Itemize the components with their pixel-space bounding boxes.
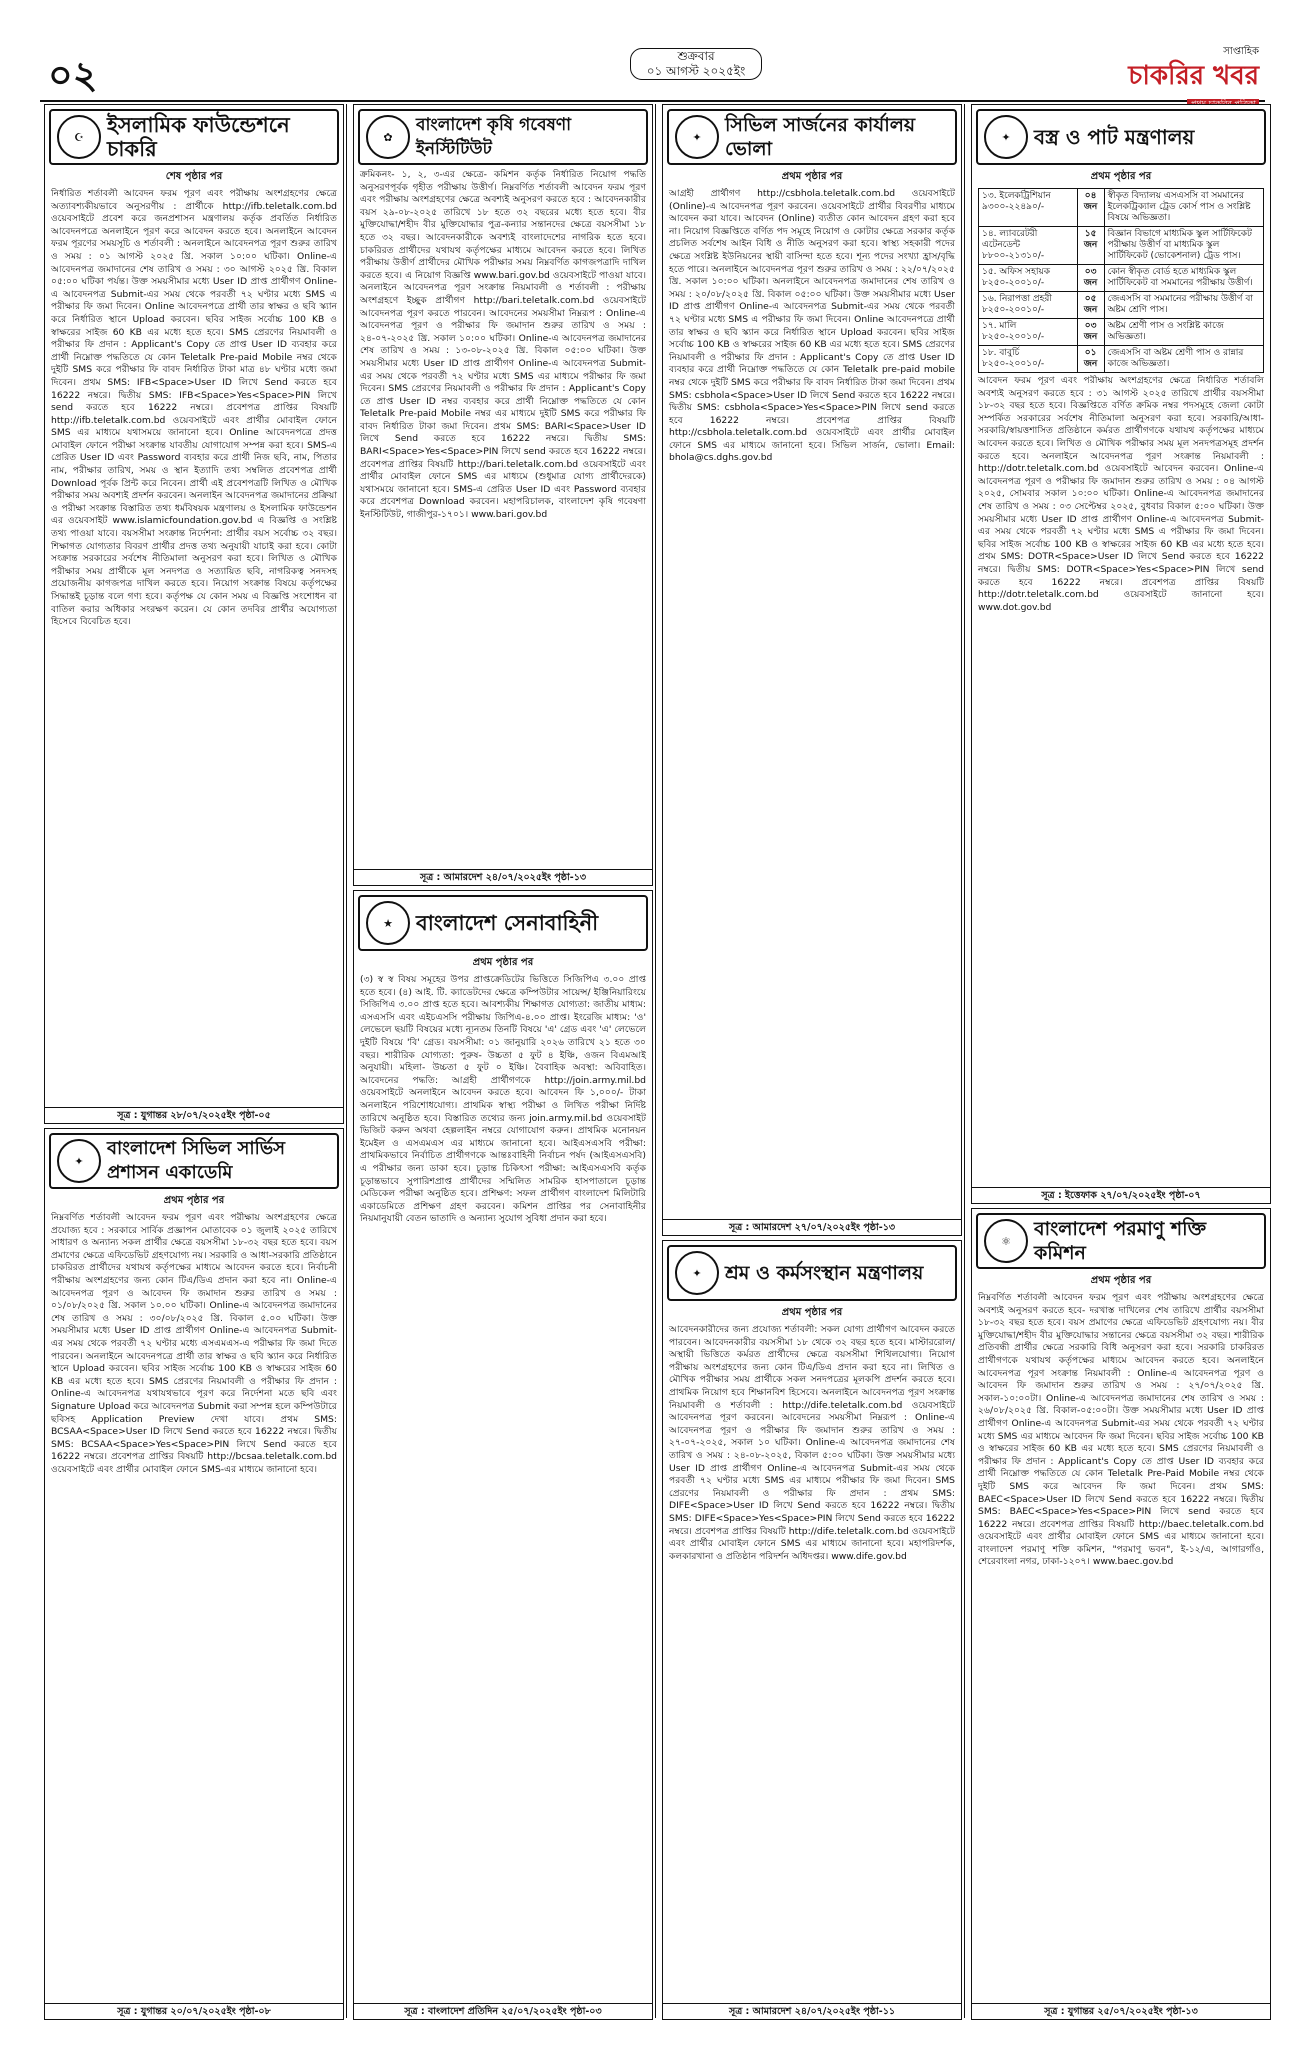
ad-title-box — [976, 1213, 1266, 1269]
ad-title-box — [49, 1133, 339, 1189]
quantity-cell: ১৫ জন — [1077, 227, 1104, 265]
table-row — [979, 265, 1264, 292]
government-seal-icon: ✦ — [57, 1139, 101, 1183]
masthead-title: চাকরির খবর — [1128, 61, 1259, 91]
post-cell: ১৩. ইলেকট্রিশিয়ান ৯৩০০-২২৪৯০/- — [979, 189, 1078, 227]
issue-date-text: ০১ আগস্ট ২০২৫ইং — [646, 64, 746, 78]
column-divider — [655, 104, 656, 2018]
government-seal-icon: ✦ — [984, 115, 1028, 159]
masthead — [1128, 44, 1259, 111]
ad-body: আবেদন ফরম পূরণ এবং পরীক্ষায় অংশগ্রহণের ক্ষেত্রে নির্ধারিত শর্তাবলি অবশ্যই অনুসরণ করতে হবে : ৩১ আগস্ট ২০২৫ তারিখে প্রার্থীর বয়সসীমা ১৮-৩২ বছর হতে হবে। বিজ্ঞপ্তিতে বর্ণিত ক্রমিক নম্বর পদসমূহে জেলা কোটা সম্পর্কিত সরকারের সর্বশেষ নীতিমালা অনুসরণ করা হবে। সরকারি/আধা-সরকারি/স্বায়ত্তশাসিত প্রতিষ্ঠানে কর্মরত প্রার্থীগণকে যথাযথ কর্তৃপক্ষের মাধ্যমে আবেদন করতে হবে। লিখিত ও মৌখিক পরীক্ষার সময় মূল সনদপত্রসমূহ প্রদর্শন করতে হবে। অনলাইনে আবেদনপত্র পূরণ সংক্রান্ত নিয়মাবলী : http://dotr.teletalk.com.bd ওয়েবসাইটে আবেদন করবেন। Online-এ আবেদনপত্র পূরণ ও পরীক্ষার ফি জমাদান শুরুর তারিখ ও সময় : ০৪ আগস্ট ২০২৫, সোমবার সকাল ১০:০০ ঘটিকা। Online-এ আবেদনপত্র জমাদানের শেষ তারিখ ও সময় : ০৩ সেপ্টেম্বর ২০২৫, বুধবার বিকাল ৫:০০ ঘটিকা। উক্ত সময়সীমার মধ্যে User ID প্রাপ্ত প্রার্থীগণ Online-এ আবেদনপত্র Submit-এর সময় থেকে পরবর্তী ৭২ ঘণ্টার মধ্যে SMS এ পরীক্ষার ফি জমা দিবেন। ছবির সাইজ সর্বোচ্চ 100 KB ও স্বাক্ষরের সাইজ 60 KB এর মধ্যে হতে হবে। প্রথম SMS: DOTR<Space>User ID লিখে Send করতে হবে 16222 নম্বরে। দ্বিতীয় SMS: DOTR<Space>Yes<Space>PIN লিখে send করতে হবে 16222 নম্বরে। প্রবেশপত্র প্রাপ্তির বিষয়টি http://dotr.teletalk.com.bd ওয়েবসাইটে জানানো হবে। www.dot.gov.bd — [978, 375, 1264, 613]
masthead-frequency: সাপ্তাহিক — [1223, 46, 1259, 57]
ad-body: নিম্নবর্ণিত শর্তাবলী আবেদন ফরম পূরণ এবং পরীক্ষায় অংশগ্রহণের ক্ষেত্রে অবশ্যই অনুসরণ করতে হবে- দরখাস্ত দাখিলের শেষ তারিখে প্রার্থীর বয়সসীমা ১৮-৩২ বছর হতে হবে। বয়স প্রমাণের ক্ষেত্রে এফিডেভিট গ্রহণযোগ্য নয়। বীর মুক্তিযোদ্ধা/শহীদ বীর মুক্তিযোদ্ধার সন্তানের ক্ষেত্রে বয়সসীমা ৩২ বছর। শারীরিক প্রতিবন্ধী প্রার্থীর ক্ষেত্রে সরকারি বিধি অনুসরণ করা হবে। সরকারি চাকরিরত প্রার্থীগণকে যথাযথ কর্তৃপক্ষের মাধ্যমে আবেদন করতে হবে। অনলাইনে আবেদনপত্র পূরণ সংক্রান্ত নিয়মাবলী : Online-এ আবেদনপত্র পূরণ ও আবেদন ফি জমাদান শুরুর তারিখ ও সময় : ২৭/০৭/২০২৫ খ্রি. সকাল-১০:০০টা। Online-এ আবেদনপত্র জমাদানের শেষ তারিখ ও সময় : ২৬/০৮/২০২৫ খ্রি. বিকাল-০৫:০০টা। উক্ত সময়সীমার মধ্যে User ID প্রাপ্ত প্রার্থীগণ Online-এ আবেদনপত্র Submit-এর সময় থেকে পরবর্তী ৭২ ঘণ্টার মধ্যে SMS এর মাধ্যমে আবেদন ফি জমা দিবেন। ছবির সাইজ সর্বোচ্চ 100 KB ও স্বাক্ষরের সাইজ 60 KB এর মধ্যে হতে হবে। SMS প্রেরণের নিয়মাবলী ও পরীক্ষার ফি প্রদান : Applicant's Copy তে প্রাপ্ত User ID ব্যবহার করে প্রার্থী নিম্নোক্ত পদ্ধতিতে যে কোন Teletalk Pre-Paid Mobile নম্বর থেকে দুইটি SMS করে আবেদন ফি জমা দিবেন। প্রথম SMS: BAEC<Space>User ID লিখে Send করতে হবে 16222 নম্বরে। দ্বিতীয় SMS: BAEC<Space>Yes<Space>PIN লিখে send করতে হবে 16222 নম্বরে। প্রবেশপত্র প্রাপ্তির বিষয়টি http://baec.teletalk.com.bd ওয়েবসাইটে এবং প্রার্থীর মোবাইল ফোনে SMS এর মাধ্যমে জানানো হবে। বাংলাদেশ পরমাণু শক্তি কমিশন, "পরমাণু ভবন", ই-১২/এ, আগারগাঁও, শেরেবাংলা নগর, ঢাকা-১২০৭। www.baec.gov.bd — [978, 1292, 1264, 1568]
ad-source: সূত্র : বাংলাদেশ প্রতিদিন ২৫/০৭/২০২৫ইং পৃষ্ঠা-০৩ — [354, 2003, 652, 2019]
islamic-foundation-logo-icon: ☪ — [57, 115, 101, 159]
table-row — [979, 319, 1264, 346]
ad-body: (৩) স্ব স্ব বিষয় সমূহের উপর প্রাপ্তক্রেডিটের ভিত্তিতে সিজিপিএ ৩.০০ প্রাপ্ত হতে হবে। (৪) আই. টি. ক্যাডেটদের ক্ষেত্রে কম্পিউটার সায়েন্স/ ইঞ্জিনিয়ারিংয়ে সিজিপিএ ৩.০০ প্রাপ্ত হতে হবে। আবশ্যকীয় শিক্ষাগত যোগ্যতা: জাতীয় মাধ্যম: এসএসসি এবং এইচএসসি পরীক্ষায় জিপিএ-৪.০০ প্রাপ্ত। ইংরেজি মাধ্যম: 'ও' লেভেলে ছয়টি বিষয়ের মধ্যে ন্যূনতম তিনটি বিষয়ে 'এ' গ্রেড এবং 'এ' লেভেলে দুইটি বিষয়ে 'বি' গ্রেড। বয়সসীমা: ০১ জানুয়ারি ২০২৬ তারিখে ২১ হতে ৩০ বছর। শারীরিক যোগ্যতা: পুরুষ- উচ্চতা ৫ ফুট ৪ ইঞ্চি, ওজন বিএমআই অনুযায়ী। মহিলা- উচ্চতা ৫ ফুট ০ ইঞ্চি। বৈবাহিক অবস্থা: অবিবাহিত। আবেদনের পদ্ধতি: আগ্রহী প্রার্থীগণকে http://join.army.mil.bd ওয়েবসাইটে অনলাইনে আবেদন করতে হবে। আবেদন ফি ১,০০০/- টাকা অনলাইনে পরিশোধযোগ্য। প্রাথমিক স্বাস্থ্য পরীক্ষা ও লিখিত পরীক্ষা নির্দিষ্ট তারিখে অনুষ্ঠিত হবে। বিস্তারিত তথ্যের জন্য join.army.mil.bd ওয়েবসাইট ভিজিট করুন অথবা হেল্পলাইন নম্বরে যোগাযোগ করুন। প্রাথমিক মনোনয়ন ইমেইল ও এসএমএস এর মাধ্যমে জানানো হবে। আইএসএসবি পরীক্ষা: প্রাথমিকভাবে নির্বাচিত প্রার্থীগণকে আন্তঃবাহিনী নির্বাচন পর্ষদ (আইএসএসবি) এ পরীক্ষার জন্য ডাকা হবে। চূড়ান্ত চিকিৎসা পরীক্ষা: আইএসএসবি কর্তৃক চূড়ান্তভাবে সুপারিশপ্রাপ্ত প্রার্থীদের সম্মিলিত সামরিক হাসপাতালে চূড়ান্ত মেডিকেল পরীক্ষা অনুষ্ঠিত হবে। প্রশিক্ষণ: সফল প্রার্থীগণ বাংলাদেশ মিলিটারি একাডেমিতে প্রশিক্ষণ গ্রহণ করবেন। কমিশন প্রাপ্তির পর সেনাবাহিনীর নিয়মানুযায়ী বেতন ভাতাদি ও অন্যান্য সুযোগ সুবিধা প্রদান করা হবে। — [360, 974, 646, 1225]
ad-body: ক্রমিকনং- ১, ২, ৩-এর ক্ষেত্রে- কমিশন কর্তৃক নির্ধারিত নিয়োগ পদ্ধতি অনুসরণপূর্বক গৃহীত পরীক্ষায় উত্তীর্ণ। নিম্নবর্ণিত শর্তাবলী আবেদন ফরম পূরণ এবং পরীক্ষায় অংশগ্রহণের ক্ষেত্রে অবশ্যই অনুসরণ করতে হবে : আবেদনকারীর বয়স ২৯-০৮-২০২৫ তারিখে ১৮ হতে ৩২ বছরের মধ্যে হতে হবে। বীর মুক্তিযোদ্ধা/শহীদ বীর মুক্তিযোদ্ধার পুত্র-কন্যার সন্তানদের ক্ষেত্রে বয়সসীমা ১৮ হতে ৩২ বছর। আবেদনকারীকে অবশ্যই বাংলাদেশের নাগরিক হতে হবে। চাকরিরত প্রার্থীদের যথাযথ কর্তৃপক্ষের মাধ্যমে আবেদন করতে হবে। লিখিত পরীক্ষায় উত্তীর্ণ প্রার্থীদের মৌখিক পরীক্ষার সময় নিম্নবর্ণিত কাগজপত্রাদি দাখিল করতে হবে। এ নিয়োগ বিজ্ঞপ্তি www.bari.gov.bd ওয়েবসাইটে পাওয়া যাবে। অনলাইনে আবেদনপত্র পূরণ সংক্রান্ত নিয়মাবলী ও শর্তাবলী : পরীক্ষায় অংশগ্রহণে ইচ্ছুক প্রার্থীগণ http://bari.teletalk.com.bd ওয়েবসাইটে আবেদনপত্র পূরণ করতে পারবেন। আবেদনের সময়সীমা নিম্নরূপ : Online-এ আবেদনপত্র পূরণ ও পরীক্ষার ফি জমাদান শুরুর তারিখ ও সময় : ২৪-০৭-২০২৫ খ্রি. সকাল ১০:০০ ঘটিকা। Online-এ আবেদনপত্র জমাদানের শেষ তারিখ ও সময় : ১৩-০৮-২০২৫ খ্রি. বিকাল ০৫:০০ ঘটিকা। উক্ত সময়সীমার মধ্যে User ID প্রাপ্ত প্রার্থীগণ Online-এ আবেদনপত্র Submit-এর সময় থেকে পরবর্তী ৭২ ঘণ্টার মধ্যে SMS এর মাধ্যমে পরীক্ষার ফি জমা দিবেন। SMS প্রেরণের নিয়মাবলী ও পরীক্ষার ফি প্রদান : Applicant's Copy তে প্রাপ্ত User ID নম্বর ব্যবহার করে প্রার্থী নিম্নোক্ত পদ্ধতিতে যে কোন Teletalk Pre-paid Mobile নম্বর এর মাধ্যমে দুইটি SMS করে পরীক্ষার ফি বাবদ নির্ধারিত টাকা জমা দিবেন। প্রথম SMS: BARI<Space>User ID লিখে Send করতে হবে 16222 নম্বরে। দ্বিতীয় SMS: BARI<Space>Yes<Space>PIN লিখে send করতে হবে 16222 নম্বরে। প্রবেশপত্র প্রাপ্তির বিষয়টি http://bari.teletalk.com.bd ওয়েবসাইটে এবং প্রার্থীর মোবাইল ফোনে SMS এর মাধ্যমে (শুধুমাত্র যোগ্য প্রার্থীদেরকে) যথাসময়ে জানানো হবে। SMS-এ প্রেরিত User ID এবং Password ব্যবহার করে প্রবেশপত্র Download করবেন। মহাপরিচালক, বাংলাদেশ কৃষি গবেষণা ইনস্টিটিউট, গাজীপুর-১৭০১। www.bari.gov.bd — [360, 169, 646, 521]
ad-body: আগ্রহী প্রার্থীগণ http://csbhola.teletalk.com.bd ওয়েবসাইটে (Online)-এ আবেদনপত্র পূরণ করবেন। ওয়েবসাইটে প্রার্থীর বিবরণীর মাধ্যমে আবেদন করা যাবে। আবেদন (Online) ব্যতীত কোন আবেদন গ্রহণ করা হবে না। নিয়োগ বিজ্ঞপ্তিতে বর্ণিত পদ সমূহে নিয়োগ ও কোটার ক্ষেত্রে সরকার কর্তৃক প্রচলিত সর্বশেষ আইন বিধি ও নীতি অনুসরণ করা হবে। স্বাস্থ্য সহকারী পদের ক্ষেত্রে সংশ্লিষ্ট ইউনিয়নের স্থায়ী বাসিন্দা হতে হবে। শূন্য পদের সংখ্যা হ্রাস/বৃদ্ধি হতে পারে। অনলাইনে আবেদনপত্র পূরণ শুরুর তারিখ ও সময় : ২২/০৭/২০২৫ খ্রি. সকাল ১০:০০ ঘটিকা। অনলাইনে আবেদনপত্র জমাদানের শেষ তারিখ ও সময় : ২০/০৮/২০২৫ খ্রি. বিকাল ০৫:০০ ঘটিকা। উক্ত সময়সীমার মধ্যে User ID প্রাপ্ত প্রার্থীগণ Online-এ আবেদনপত্র Submit-এর সময় থেকে পরবর্তী ৭২ ঘণ্টার মধ্যে SMS এ পরীক্ষার ফি জমা দিবেন। Online আবেদনপত্রে প্রার্থী তার স্বাক্ষর ও ছবি স্ক্যান করে নির্ধারিত স্থানে Upload করবেন। ছবির সাইজ সর্বোচ্চ 100 KB ও স্বাক্ষরের সাইজ 60 KB এর মধ্যে হতে হবে। SMS প্রেরণের নিয়মাবলী ও পরীক্ষার ফি প্রদান : Applicant's Copy তে প্রাপ্ত User ID ব্যবহার করে প্রার্থী নিম্নোক্ত পদ্ধতিতে যে কোন Teletalk pre-paid mobile নম্বর থেকে দুইটি SMS করে পরীক্ষার ফি বাবদ নির্ধারিত টাকা জমা দিবেন। প্রথম SMS: csbhola<Space>User ID লিখে Send করতে হবে 16222 নম্বরে। দ্বিতীয় SMS: csbhola<Space>Yes<Space>PIN লিখে send করতে হবে 16222 নম্বরে। প্রবেশপত্র প্রাপ্তির বিষয়টি http://csbhola.teletalk.com.bd ওয়েবসাইটে এবং প্রার্থীর মোবাইল ফোনে SMS এর মাধ্যমে জানানো হবে। সিভিল সার্জন, ভোলা। Email: bhola@cs.dghs.gov.bd — [669, 188, 955, 464]
requirement-cell: অষ্টম শ্রেণী পাস ও সংশ্লিষ্ট কাজে অভিজ্ঞতা। — [1104, 319, 1263, 346]
continuation-note: প্রথম পৃষ্ঠার পর — [781, 1307, 843, 1318]
bari-logo-icon: ✿ — [366, 115, 410, 159]
ad-title: বাংলাদেশ কৃষি গবেষণা ইনস্টিটিউট — [416, 115, 572, 159]
ad-source: সূত্র : আমারদেশ ২৪/০৭/২০২৫ইং পৃষ্ঠা-১৩ — [354, 869, 652, 885]
post-cell: ১৬. নিরাপত্তা প্রহরী ৮২৫০-২০০১০/- — [979, 292, 1078, 319]
issue-weekday: শুক্রবার — [677, 49, 715, 63]
quantity-cell: ০৩ জন — [1077, 265, 1104, 292]
table-row — [979, 292, 1264, 319]
ad-bari — [353, 104, 653, 886]
column-2 — [353, 104, 651, 2018]
post-cell: ১৭. মালি ৮২৫০-২০০১০/- — [979, 319, 1078, 346]
ad-source: সূত্র : আমারদেশ ২৪/০৭/২০২৫ইং পৃষ্ঠা-১১ — [663, 2003, 961, 2019]
ad-body: নিম্নবর্ণিত শর্তাবলী আবেদন ফরম পূরণ এবং পরীক্ষায় অংশগ্রহণের ক্ষেত্রে প্রযোজ্য হবে : সরকারে সার্বিক প্রজ্ঞাপন মোতাবেক ০১ জুলাই ২০২৫ তারিখে সাধারণ ও অন্যান্য সকল প্রার্থীর ক্ষেত্রে বয়সসীমা ১৮-৩২ বছর হতে হবে। বয়স প্রমাণের ক্ষেত্রে এফিডেভিট গ্রহণযোগ্য নয়। সরকারি ও আধা-সরকারি প্রতিষ্ঠানে চাকরিরত প্রার্থীদের যথাযথ কর্তৃপক্ষের মাধ্যমে আবেদন করতে হবে। নির্বাচনী পরীক্ষায় অংশগ্রহণের জন্য কোন টিএ/ডিএ প্রদান করা হবে না। Online-এ আবেদনপত্র পূরণ ও আবেদন ফি জমাদান শুরুর তারিখ ও সময় : ০১/০৮/২০২৫ খ্রি. সকাল ১০.০০ ঘটিকা। Online-এ আবেদনপত্র জমাদানের শেষ তারিখ ও সময় : ৩০/০৮/২০২৫ খ্রি. বিকাল ৫.০০ ঘটিকা। উক্ত সময়সীমার মধ্যে User ID প্রাপ্ত প্রার্থীগণ Online-এ আবেদনপত্র Submit-এর সময় থেকে পরবর্তী ৭২ ঘণ্টার মধ্যে এসএমএস-এ পরীক্ষার ফি জমা দিতে পারবেন। অনলাইনে আবেদনপত্রে প্রার্থী তার স্বাক্ষর ও ছবি স্ক্যান করে নির্ধারিত স্থানে Upload করবেন। ছবির সাইজ সর্বোচ্চ 100 KB ও স্বাক্ষরের সাইজ 60 KB এর মধ্যে হতে হবে। SMS প্রেরণের নিয়মাবলী ও পরীক্ষার ফি প্রদান : Online-এ আবেদনপত্র যথাযথভাবে পূরণ করে নির্দেশনা মতে ছবি এবং Signature Upload করে আবেদনপত্র Submit করা সম্পন্ন হলে কম্পিউটারে ছবিসহ Application Preview দেখা যাবে। প্রথম SMS: BCSAA<Space>User ID লিখে Send করতে হবে 16222 নম্বরে। দ্বিতীয় SMS: BCSAA<Space>Yes<Space>PIN লিখে Send করতে হবে 16222 নম্বরে। প্রবেশপত্র প্রাপ্তির বিষয়টি http://bcsaa.teletalk.com.bd ওয়েবসাইটে এবং প্রার্থীর মোবাইল ফোনে SMS-এর মাধ্যমে জানানো হবে। — [51, 1212, 337, 1475]
ad-islamic-foundation — [44, 104, 344, 1124]
issue-date — [630, 48, 762, 80]
continuation-note: প্রথম পৃষ্ঠার পর — [472, 957, 534, 968]
ad-title-box — [358, 895, 648, 951]
table-row — [979, 346, 1264, 373]
ad-source: সূত্র : যুগান্তর ২৫/০৭/২০২৫ইং পৃষ্ঠা-১৩ — [972, 2003, 1270, 2019]
government-seal-icon: ✦ — [675, 1251, 719, 1295]
ad-bcs-admin-academy — [44, 1128, 344, 2020]
ad-source: সূত্র : ইত্তেফাক ২৭/০৭/২০২৫ইং পৃষ্ঠা-০৭ — [972, 1187, 1270, 1203]
ad-body: নির্ধারিত শর্তাবলী আবেদন ফরম পূরণ এবং পরীক্ষায় অংশগ্রহণের ক্ষেত্রে অত্যাবশ্যকীয়ভাবে অনুসরণীয় : প্রার্থীকে http://ifb.teletalk.com.bd ওয়েবসাইটে প্রবেশ করে জনপ্রশাসন মন্ত্রণালয় কর্তৃক প্রবর্তিত নির্ধারিত আবেদনপত্রে অনলাইনে পূরণ করে আবেদন করতে হবে। অনলাইনে আবেদন ফরম পূরণের সময়সূচি ও শর্তাবলী : অনলাইনে আবেদনপত্র পূরণ শুরুর তারিখ ও সময় : ০১ আগস্ট ২০২৫ খ্রি. সকাল ১০:০০ ঘটিকা। Online-এ আবেদনপত্র জমাদানের শেষ তারিখ ও সময় : ৩০ আগস্ট ২০২৫ খ্রি. বিকাল ০৫:০০ ঘটিকা পর্যন্ত। উক্ত সময়সীমার মধ্যে User ID প্রাপ্ত প্রার্থীগণ Online-এ আবেদনপত্র Submit-এর সময় থেকে পরবর্তী ৭২ ঘণ্টার মধ্যে SMS এ পরীক্ষার ফি জমা দিবেন। Online আবেদনপত্রে প্রার্থী তার স্বাক্ষর ও ছবি স্ক্যান করে নির্ধারিত স্থানে Upload করবেন। ছবির সাইজ সর্বোচ্চ 100 KB ও স্বাক্ষরের সাইজ 60 KB এর মধ্যে হতে হবে। SMS প্রেরণের নিয়মাবলী ও পরীক্ষার ফি প্রদান : Applicant's Copy তে প্রাপ্ত User ID ব্যবহার করে প্রার্থী নিম্নোক্ত পদ্ধতিতে যে কোন Teletalk Pre-paid Mobile নম্বর থেকে দুইটি SMS করে পরীক্ষার ফি বাবদ নির্ধারিত টাকা মাত্র ৪৮ ঘণ্টার মধ্যে জমা দিবেন। প্রথম SMS: IFB<Space>User ID লিখে Send করতে হবে 16222 নম্বরে। দ্বিতীয় SMS: IFB<Space>Yes<Space>PIN লিখে send করতে হবে 16222 নম্বরে। প্রবেশপত্র প্রাপ্তির বিষয়টি http://ifb.teletalk.com.bd ওয়েবসাইটে এবং প্রার্থীর মোবাইল ফোনে SMS এর মাধ্যমে যথাসময়ে জানানো হবে। Online আবেদনপত্রে প্রদত্ত মোবাইল ফোনে পরীক্ষা সংক্রান্ত যাবতীয় যোগাযোগ সম্পন্ন করা হবে। SMS-এ প্রেরিত User ID এবং Password ব্যবহার করে প্রার্থী নিজ ছবি, নাম, পিতার নাম, পরীক্ষার তারিখ, সময় ও স্থান ইত্যাদি তথ্য সম্বলিত প্রবেশপত্র প্রার্থী Download পূর্বক প্রিন্ট করে নিবেন। প্রার্থী এই প্রবেশপত্রটি লিখিত ও মৌখিক পরীক্ষার সময় অবশ্যই প্রদর্শন করবেন। অনলাইন আবেদনপত্র জমাদানের প্রক্রিয়া ও পরীক্ষা সংক্রান্ত বিস্তারিত তথ্য ধর্মবিষয়ক মন্ত্রণালয় ও ইসলামিক ফাউন্ডেশন এর ওয়েবসাইট www.islamicfoundation.gov.bd এ বিজ্ঞপ্তি ও সংশ্লিষ্ট তথ্য পাওয়া যাবে। বয়সসীমা সংক্রান্ত নির্দেশনা: প্রার্থীর বয়স সর্বোচ্চ ৩২ বছর। শিক্ষাগত যোগ্যতার বিবরণ প্রার্থীর প্রদত্ত তথ্য অনুযায়ী যাচাই করা হবে। কোটা সংক্রান্ত সরকারের সর্বশেষ নীতিমালা অনুসরণ করা হবে। লিখিত ও মৌখিক পরীক্ষার সময় প্রার্থীকে মূল সনদপত্র ও সত্যায়িত ছবি, নাগরিকত্ব সনদসহ প্রয়োজনীয় কাগজপত্র দাখিল করতে হবে। নিয়োগ সংক্রান্ত বিষয়ে কর্তৃপক্ষের সিদ্ধান্তই চূড়ান্ত বলে গণ্য হবে। কর্তৃপক্ষ যে কোন সময় এ বিজ্ঞপ্তি সংশোধন বা বাতিল করার অধিকার সংরক্ষণ করেন। যে কোন তদবির প্রার্থীর অযোগ্যতা হিসেবে বিবেচিত হবে। — [51, 188, 337, 628]
ad-title: সিভিল সার্জনের কার্যালয় ভোলা — [725, 114, 916, 160]
requirement-cell: স্বীকৃত বিদ্যালয় এসএসসি বা সমমানের ইলেকট্রিক্যাল ট্রেড কোর্স পাস ও সংশ্লিষ্ট বিষয়ে অভিজ্ঞতা। — [1104, 189, 1263, 227]
continuation-note: প্রথম পৃষ্ঠার পর — [163, 1195, 225, 1206]
ad-title-box — [667, 1245, 957, 1301]
post-cell: ১৮. বাবুর্চি ৮২৫০-২০০১০/- — [979, 346, 1078, 373]
government-seal-icon: ✦ — [675, 115, 719, 159]
ad-title-box — [667, 109, 957, 165]
ad-civil-surgeon-bhola — [662, 104, 962, 1236]
ad-source: সূত্র : যুগান্তর ২০/০৭/২০২৫ইং পৃষ্ঠা-০৮ — [45, 2003, 343, 2019]
job-table — [978, 188, 1264, 373]
ad-title: শ্রম ও কর্মসংস্থান মন্ত্রণালয় — [725, 1262, 924, 1284]
atom-logo-icon: ⚛ — [984, 1219, 1028, 1263]
column-divider — [964, 104, 965, 2018]
requirement-cell: জেএসসি বা অষ্টম শ্রেণী পাস ও রান্নার কাজে অভিজ্ঞতা। — [1104, 346, 1263, 373]
ad-title: বাংলাদেশ সেনাবাহিনী — [416, 911, 599, 935]
page-number: ০২ — [48, 53, 98, 97]
post-cell: ১৫. অফিস সহায়ক ৮২৫০-২০০১০/- — [979, 265, 1078, 292]
requirement-cell: বিজ্ঞান বিভাগে মাধ্যমিক স্কুল সার্টিফিকেট পরীক্ষায় উত্তীর্ণ বা মাধ্যমিক স্কুল সার্টিফিকেট (ভোকেশনাল) ট্রেড পাস। — [1104, 227, 1263, 265]
column-3 — [662, 104, 960, 2018]
column-4 — [971, 104, 1269, 2018]
ad-title: বস্ত্র ও পাট মন্ত্রণালয় — [1034, 125, 1195, 149]
continuation-note: প্রথম পৃষ্ঠার পর — [1090, 171, 1152, 182]
ad-source: সূত্র : আমারদেশ ২৭/০৭/২০২৫ইং পৃষ্ঠা-১৩ — [663, 1219, 961, 1235]
quantity-cell: ০৫ জন — [1077, 292, 1104, 319]
ad-title: ইসলামিক ফাউন্ডেশনে চাকরি — [107, 113, 290, 161]
ad-source: সূত্র : যুগান্তর ২৮/০৭/২০২৫ইং পৃষ্ঠা-০৫ — [45, 1107, 343, 1123]
ad-bangladesh-army — [353, 890, 653, 2020]
ad-atomic-energy-commission — [971, 1208, 1271, 2020]
requirement-cell: কোন স্বীকৃত বোর্ড হতে মাধ্যমিক স্কুল সার্টিফিকেট বা সমমানের পরীক্ষায় উত্তীর্ণ। — [1104, 265, 1263, 292]
ad-title-box — [49, 109, 339, 165]
requirement-cell: জেএসসি বা সমমানের পরীক্ষায় উত্তীর্ণ বা অষ্টম শ্রেণি পাস। — [1104, 292, 1263, 319]
page-header — [40, 40, 1265, 102]
continuation-note: প্রথম পৃষ্ঠার পর — [781, 171, 843, 182]
continuation-note: শেষ পৃষ্ঠার পর — [165, 171, 223, 182]
ad-labour-ministry — [662, 1240, 962, 2020]
table-row — [979, 189, 1264, 227]
ad-textile-jute-ministry — [971, 104, 1271, 1204]
ad-title: বাংলাদেশ সিভিল সার্ভিস প্রশাসন একাডেমি — [107, 1138, 286, 1183]
ad-body: আবেদনকারীদের জন্য প্রযোজ্য শর্তাবলী: সকল যোগ্য প্রার্থীগণ আবেদন করতে পারবেন। আবেদনকারীর বয়সসীমা ১৮ থেকে ৩২ বছর হতে হবে। মাস্টাররোল/অস্থায়ী ভিত্তিতে কর্মরত প্রার্থীদের ক্ষেত্রে বয়সসীমা শিথিলযোগ্য। নিয়োগ পরীক্ষায় অংশগ্রহণের জন্য কোন টিএ/ডিএ প্রদান করা হবে না। লিখিত ও মৌখিক পরীক্ষার সময় প্রার্থীকে সকল সনদপত্রের মূলকপি প্রদর্শন করতে হবে। প্রাথমিক নিয়োগ হবে শিক্ষানবিশ হিসেবে। অনলাইনে আবেদনপত্র পূরণ সংক্রান্ত নিয়মাবলী ও শর্তাবলী : http://dife.teletalk.com.bd ওয়েবসাইটে আবেদনপত্র পূরণ করবেন। আবেদনের সময়সীমা নিম্নরূপ : Online-এ আবেদনপত্র পূরণ ও পরীক্ষার ফি জমাদান শুরুর তারিখ ও সময় : ২৭-০৭-২০২৫, সকাল ১০ ঘটিকা। Online-এ আবেদনপত্র জমাদানের শেষ তারিখ ও সময় : ২৪-০৮-২০২৫, বিকাল ৫:০০ ঘটিকা। উক্ত সময়সীমার মধ্যে User ID প্রাপ্ত প্রার্থীগণ Online-এ আবেদনপত্র Submit-এর সময় থেকে পরবর্তী ৭২ ঘণ্টার মধ্যে SMS এর মাধ্যমে পরীক্ষার ফি জমা দিবেন। SMS প্রেরণের নিয়মাবলী ও পরীক্ষার ফি প্রদান : প্রথম SMS: DIFE<Space>User ID লিখে Send করতে হবে 16222 নম্বরে। দ্বিতীয় SMS: DIFE<Space>Yes<Space>PIN লিখে Send করতে হবে 16222 নম্বরে। প্রবেশপত্র প্রাপ্তির বিষয়টি http://dife.teletalk.com.bd ওয়েবসাইটে এবং প্রার্থীর মোবাইল ফোনে SMS এর মাধ্যমে জানানো হবে। মহাপরিদর্শক, কলকারখানা ও প্রতিষ্ঠান পরিদর্শন অধিদপ্তর। www.dife.gov.bd — [669, 1324, 955, 1562]
ad-title-box — [976, 109, 1266, 165]
quantity-cell: ০৩ জন — [1077, 319, 1104, 346]
quantity-cell: ০৪ জন — [1077, 189, 1104, 227]
table-row — [979, 227, 1264, 265]
army-crest-icon: ★ — [366, 901, 410, 945]
quantity-cell: ০১ জন — [1077, 346, 1104, 373]
column-1 — [44, 104, 342, 2018]
continuation-note: প্রথম পৃষ্ঠার পর — [1090, 1275, 1152, 1286]
ad-title: বাংলাদেশ পরমাণু শক্তি কমিশন — [1034, 1218, 1207, 1264]
column-divider — [346, 104, 347, 2018]
ad-title-box — [358, 109, 648, 165]
post-cell: ১৪. ল্যাবরেটরী এটেনডেন্ট ৮৮০০-২১৩১০/- — [979, 227, 1078, 265]
